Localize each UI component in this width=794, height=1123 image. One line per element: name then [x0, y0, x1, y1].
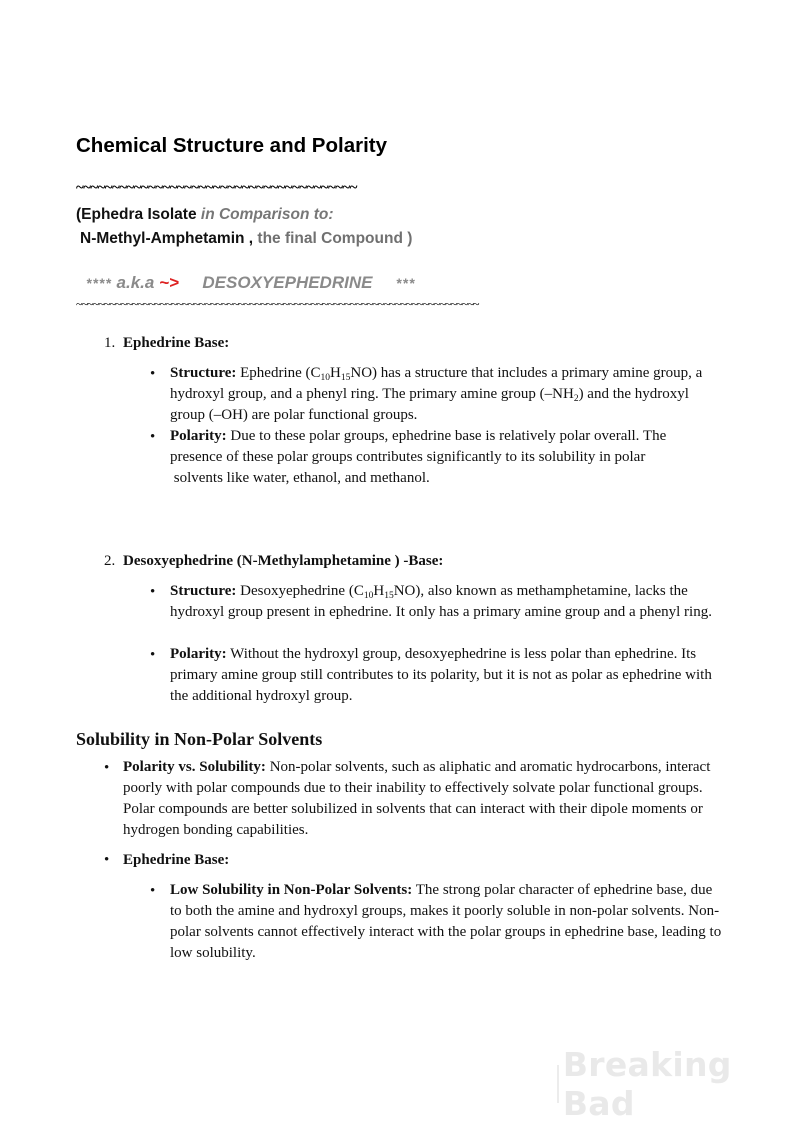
list-number-2: 2. — [104, 553, 116, 569]
bullet-dot: • — [150, 584, 156, 600]
breaking-bad-watermark — [557, 1045, 794, 1123]
polarity-vs-solubility-paragraph: Polarity vs. Solubility: Non-polar solvents, such as aliphatic and aromatic hydrocarbons, interact poorly with polar compounds due to their inability to effectively solvate polar functional groups. Polar compounds are better solubilized in solvents that can interact with their dipole moments or hydrogen bonding capabilities. — [123, 759, 711, 838]
polarity-label: Polarity: — [170, 428, 227, 444]
list-number-1: 1. — [104, 335, 116, 351]
bullet-dot: • — [104, 852, 110, 868]
stars-left: **** — [86, 275, 112, 291]
tilde-divider-bottom: ~~~~~~~~~~~~~~~~~~~~~~~~~~~~~~~~~~~~~~~~~~~~~~~~~~~~~~~~~~~~~~~~~~~~~~~~ — [76, 297, 479, 311]
desoxy-structure-paragraph: Structure: Desoxyephedrine $(C_{10}H_{15}NO)$, also known as methamphetamine, lacks the hydroxyl group present in ephedrine. It only has a primary amine group and a phenyl ring. — [170, 583, 712, 620]
ephedrine-polarity-paragraph: Polarity: Due to these polar groups, ephedrine base is relatively polar overall. The presence of these polar groups contributes significantly to its solubility in polar solvents like water, ethanol, and methanol. — [170, 428, 667, 486]
bullet-dot: • — [150, 429, 156, 445]
in-comparison-text: in Comparison to: — [200, 206, 334, 223]
tilde-divider-top: ~~~~~~~~~~~~~~~~~~~~~~~~~~~~~~~~~~~~~~~ — [76, 180, 357, 196]
watermark-text: Breaking Bad — [562, 1045, 732, 1123]
item-heading-desoxyephedrine: Desoxyephedrine (N-Methylamphetamine ) -Base: — [123, 553, 444, 569]
section-title-solubility: Solubility in Non-Polar Solvents — [76, 729, 323, 749]
structure-label: Structure: — [170, 365, 237, 381]
final-compound-text: the final Compound ) — [257, 230, 413, 247]
page-title: Chemical Structure and Polarity — [76, 134, 388, 157]
aka-text: a.k.a — [116, 273, 155, 292]
low-solubility-label: Low Solubility in Non-Polar Solvents: — [170, 882, 413, 898]
stars-right: *** — [395, 275, 416, 291]
bullet-dot: • — [104, 760, 110, 776]
structure-label: Structure: — [170, 583, 237, 599]
ephedra-isolate-text: (Ephedra Isolate — [76, 206, 197, 223]
polarity-label: Polarity: — [170, 646, 227, 662]
ephedrine-structure-paragraph: Structure: Ephedrine $(C_{10}H_{15}NO)$ has a structure that includes a primary amine group, a hydroxyl group, and a phenyl ring. The primary amine group $(-NH_2)$ and the hydroxyl group (–OH) are polar functional groups. — [170, 365, 703, 423]
item-heading-ephedrine: Ephedrine Base: — [123, 335, 230, 351]
bullet-dot: • — [150, 883, 156, 899]
arrow-text: ~> — [159, 273, 179, 292]
polarity-vs-solubility-label: Polarity vs. Solubility: — [123, 759, 266, 775]
bullet-dot: • — [150, 366, 156, 382]
bullet-dot: • — [150, 647, 156, 663]
low-solubility-paragraph: Low Solubility in Non-Polar Solvents: The strong polar character of ephedrine base, due to both the amine and hydroxyl groups, makes it poorly soluble in non-polar solvents. Non-polar solvents cannot effectively interact with the polar groups in ephedrine base, leading to low solubility. — [170, 882, 722, 961]
comparison-line-1 — [76, 206, 334, 224]
comparison-line-2 — [80, 230, 412, 248]
compound-name-text: N-Methyl-Amphetamin , — [80, 230, 254, 247]
watermark-bar — [557, 1065, 559, 1103]
aka-line — [86, 273, 415, 293]
desoxyephedrine-text: DESOXYEPHEDRINE — [202, 273, 373, 292]
desoxy-polarity-paragraph: Polarity: Without the hydroxyl group, desoxyephedrine is less polar than ephedrine. Its primary amine group still contributes to its polarity, but it is not as polar as ephedrine with the additional hydroxyl group. — [170, 646, 712, 704]
ephedrine-base-heading: Ephedrine Base: — [123, 852, 230, 868]
